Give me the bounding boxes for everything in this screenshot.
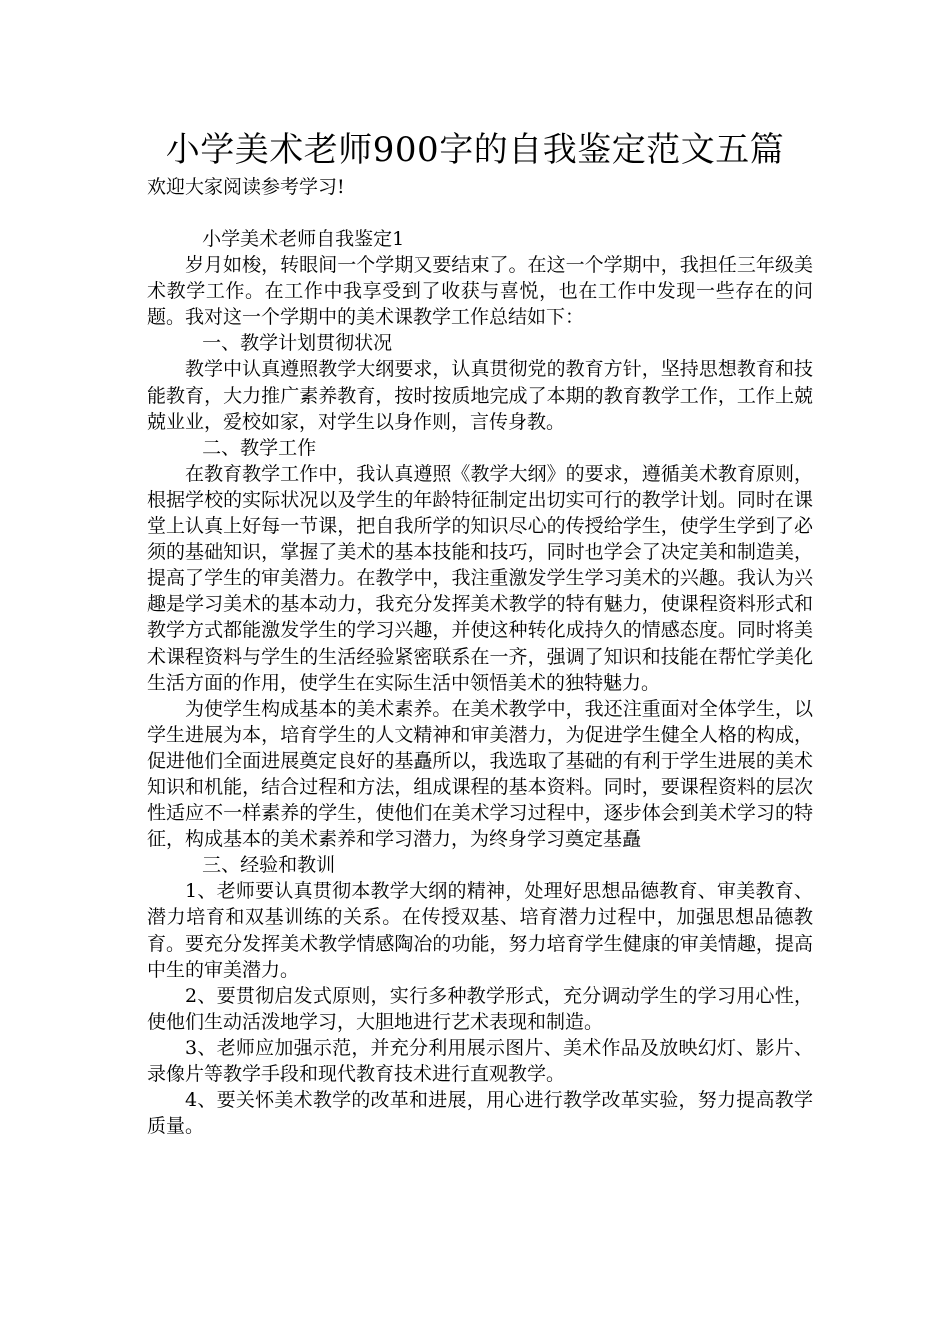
paragraph-point-1: 1、老师要认真贯彻本教学大纲的精神，处理好思想品德教育、审美教育、潜力培育和双基训练的关系。在传授双基、培育潜力过程中，加强思想品德教育。要充分发挥美术教学情感陶冶的功能，努力培育学生健康的审美情趣，提高中生的审美潜力。: [147, 880, 813, 981]
heading-experience: 三、经验和教训: [202, 854, 336, 877]
paragraph-intro: 岁月如梭，转眼间一个学期又要结束了。在这一个学期中，我担任三年级美术教学工作。在工作中我享受到了收获与喜悦，也在工作中发现一些存在的问题。我对这一个学期中的美术课教学工作总结如下：: [147, 254, 813, 329]
paragraph-point-2: 2、要贯彻启发式原则，实行多种教学形式，充分调动学生的学习用心性，使他们生动活泼地学习，大胆地进行艺术表现和制造。: [147, 984, 813, 1033]
paragraph-point-3: 3、老师应加强示范，并充分利用展示图片、美术作品及放映幻灯、影片、录像片等教学手段和现代教育技术进行直观教学。: [147, 1036, 813, 1085]
heading-teaching: 二、教学工作: [202, 436, 317, 459]
paragraph-literacy: 为使学生构成基本的美术素养。在美术教学中，我还注重面对全体学生，以学生进展为本，培育学生的人文精神和审美潜力，为促进学生健全人格的构成，促进他们全面进展奠定良好的基矗所以，我选取了基础的有利于学生进展的美术知识和机能，结合过程和方法，组成课程的基本资料。同时，要课程资料的层次性适应不一样素养的学生，使他们在美术学习过程中，逐步体会到美术学习的特征，构成基本的美术素养和学习潜力，为终身学习奠定基矗: [147, 697, 813, 851]
heading-plan: 一、教学计划贯彻状况: [202, 332, 393, 355]
section-title: 小学美术老师自我鉴定1: [202, 228, 405, 250]
paragraph-teaching: 在教育教学工作中，我认真遵照《教学大纲》的要求，遵循美术教育原则，根据学校的实际状况以及学生的年龄特征制定出切实可行的教学计划。同时在课堂上认真上好每一节课，把自我所学的知识尽心的传授给学生，使学生学到了必须的基础知识，掌握了美术的基本技能和技巧，同时也学会了决定美和制造美，提高了学生的审美潜力。在教学中，我注重激发学生学习美术的兴趣。我认为兴趣是学习美术的基本动力，我充分发挥美术教学的特有魅力，使课程资料形式和教学方式都能激发学生的学习兴趣，并使这种转化成持久的情感态度。同时将美术课程资料与学生的生活经验紧密联系在一齐，强调了知识和技能在帮忙学美化生活方面的作用，使学生在实际生活中领悟美术的独特魅力。: [147, 462, 813, 694]
paragraph-plan: 教学中认真遵照教学大纲要求，认真贯彻党的教育方针，坚持思想教育和技能教育，大力推广素养教育，按时按质地完成了本期的教育教学工作，工作上兢兢业业，爱校如家，对学生以身作则，言传身教。: [147, 358, 813, 433]
document-title: 小学美术老师900字的自我鉴定范文五篇: [165, 130, 785, 170]
welcome-line: 欢迎大家阅读参考学习!: [147, 176, 345, 198]
paragraph-point-4: 4、要关怀美术教学的改革和进展，用心进行教学改革实验，努力提高教学质量。: [147, 1089, 813, 1138]
document-body: [147, 226, 813, 1139]
